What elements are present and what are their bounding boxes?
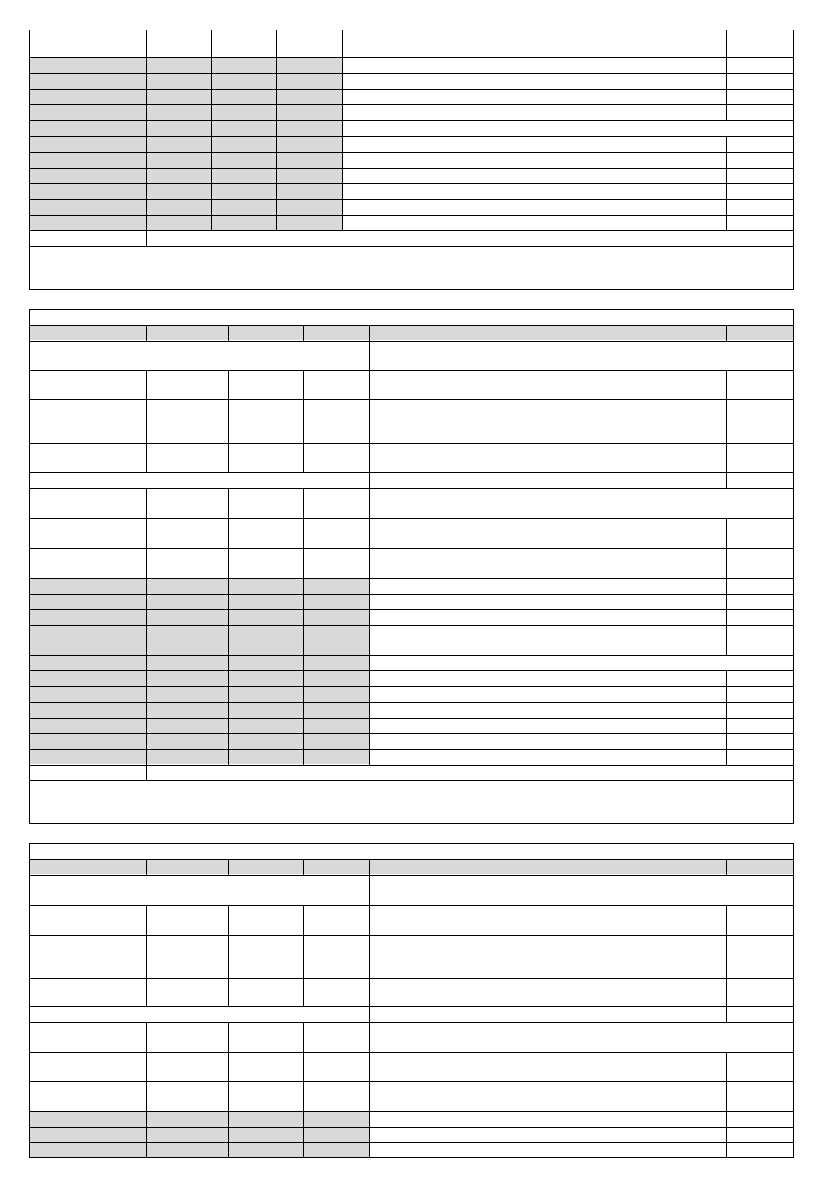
- horizontal-rule: [29, 1111, 794, 1112]
- vertical-rule: [146, 1022, 147, 1158]
- vertical-rule: [303, 859, 304, 875]
- vertical-rule: [228, 1022, 229, 1158]
- horizontal-rule: [29, 1127, 794, 1128]
- header-row: [30, 860, 793, 874]
- vertical-rule: [146, 905, 147, 1006]
- horizontal-rule: [29, 843, 794, 844]
- vertical-rule: [793, 843, 794, 1158]
- horizontal-rule: [29, 1006, 794, 1007]
- horizontal-rule: [29, 1142, 794, 1143]
- horizontal-rule: [29, 1081, 794, 1082]
- vertical-rule: [726, 859, 727, 875]
- vertical-rule: [726, 905, 727, 1022]
- horizontal-rule: [29, 1052, 794, 1053]
- vertical-rule: [303, 1022, 304, 1158]
- vertical-rule: [29, 843, 30, 1158]
- horizontal-rule: [29, 1022, 794, 1023]
- horizontal-rule: [29, 935, 794, 936]
- horizontal-rule: [29, 875, 794, 876]
- vertical-rule: [228, 905, 229, 1006]
- vertical-rule: [228, 859, 229, 875]
- horizontal-rule: [29, 905, 794, 906]
- vertical-rule: [146, 859, 147, 875]
- horizontal-rule: [29, 1157, 794, 1158]
- horizontal-rule: [29, 978, 794, 979]
- shaded-row-band: [30, 1112, 369, 1157]
- vertical-rule: [303, 905, 304, 1006]
- horizontal-rule: [29, 859, 794, 860]
- vertical-rule: [369, 859, 370, 1158]
- vertical-rule: [726, 1052, 727, 1158]
